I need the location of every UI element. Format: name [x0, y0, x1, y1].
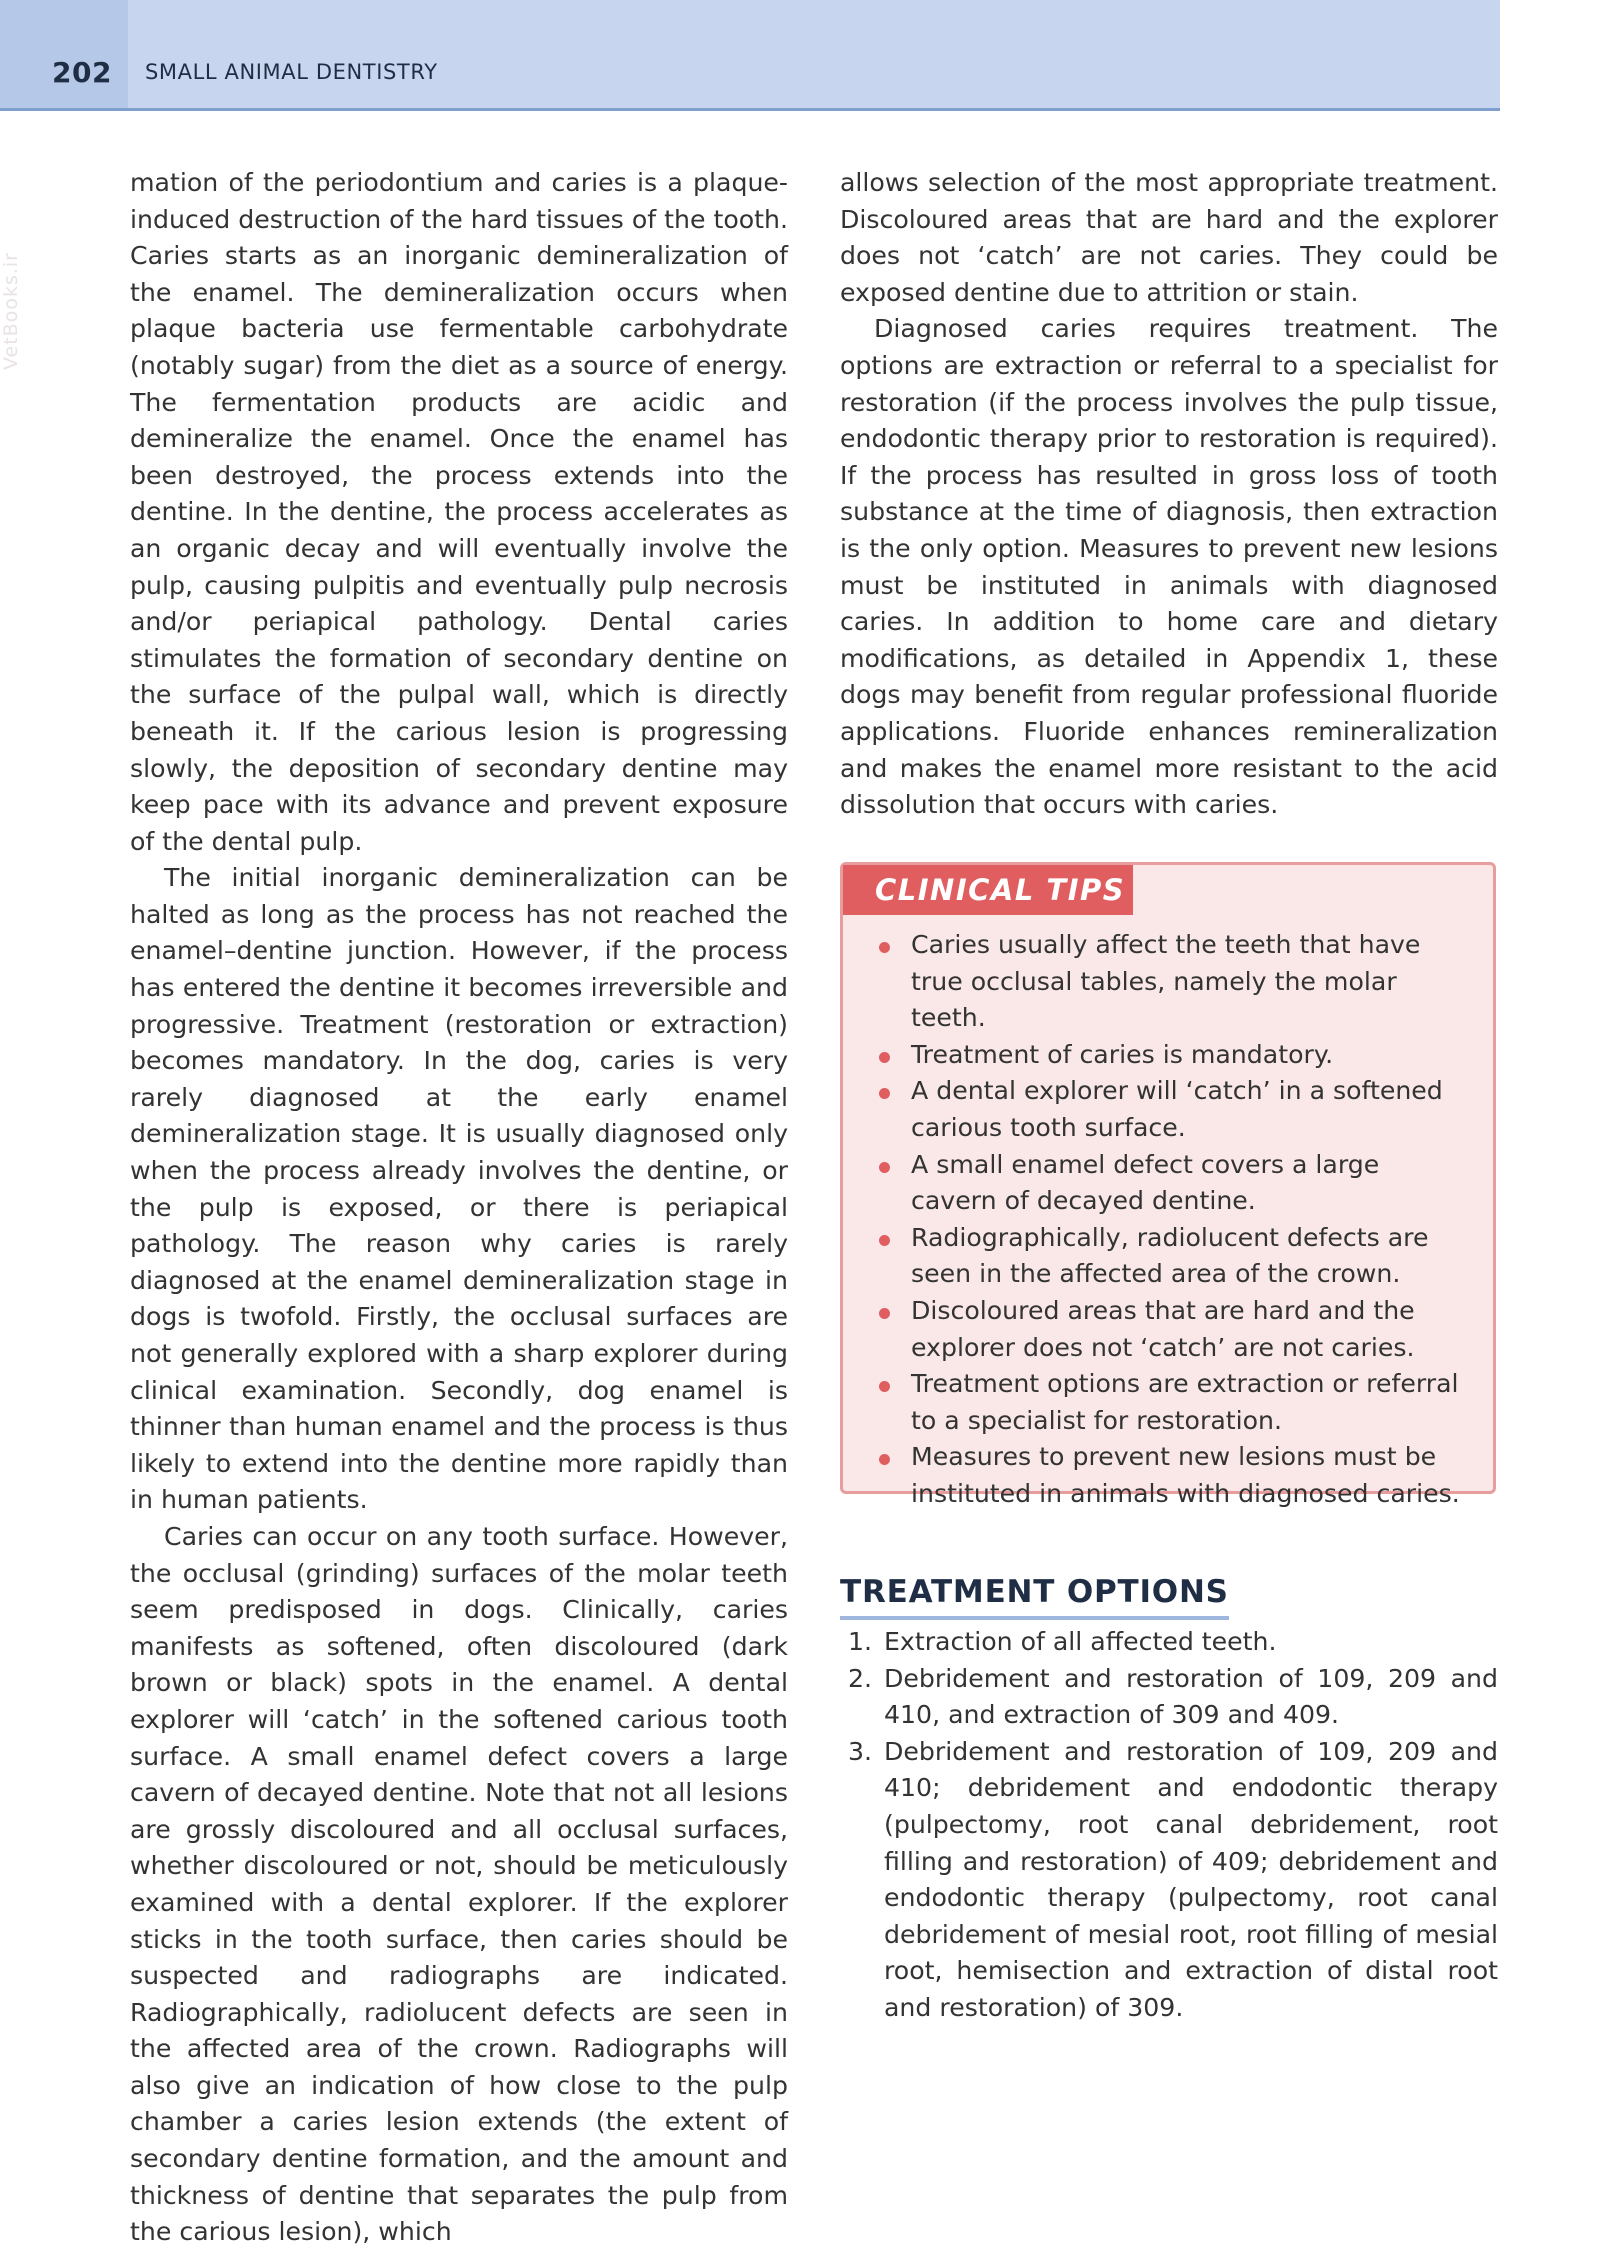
list-item — [843, 1037, 1471, 1074]
bullet-icon — [879, 1235, 890, 1246]
item-number: 3. — [848, 1736, 873, 1766]
list-item — [843, 1073, 1471, 1146]
list-item — [840, 1661, 1498, 1734]
paragraph: The initial inorganic demineralization can be halted as long as the process has not reached the enamel–dentine junction. However, if the process has entered the dentine it becomes irreversible and progressive. Treatment (restoration or extraction) becomes mandatory. In the dog, caries is very rarely diagnosed at the early enamel demineralization stage. It is usually diagnosed only when the process already involves the dentine, or the pulp is exposed, or there is periapical pathology. The reason why caries is rarely diagnosed at the enamel demineralization stage in dogs is twofold. Firstly, the occlusal surfaces are not generally explored with a sharp explorer during clinical examination. Secondly, dog enamel is thinner than human enamel and the process is thus likely to extend into the dentine more rapidly than in human patients. — [130, 863, 788, 1515]
running-head: SMALL ANIMAL DENTISTRY — [145, 60, 438, 84]
page-number-box — [0, 0, 128, 108]
list-item — [843, 1220, 1471, 1293]
item-number: 2. — [848, 1663, 873, 1693]
left-column — [130, 165, 788, 2251]
page-header — [0, 0, 1500, 111]
list-item — [843, 1147, 1471, 1220]
paragraph: mation of the periodontium and caries is a plaque-induced destruction of the hard tissues of the tooth. Caries starts as an inorganic demineralization of the enamel. The demineralization occurs when plaque bacteria use fermentable carbohydrate (notably sugar) from the diet as a source of energy. The fermentation products are acidic and demineralize the enamel. Once the enamel has been destroyed, the process extends into the dentine. In the dentine, the process accelerates as an organic decay and will eventually involve the pulp, causing pulpitis and eventually pulp necrosis and/or periapical pathology. Dental caries stimulates the formation of secondary dentine on the surface of the pulpal wall, which is directly beneath it. If the carious lesion is progressing slowly, the deposition of secondary dentine may keep pace with its advance and prevent exposure of the dental pulp. — [130, 168, 788, 856]
bullet-icon — [879, 1454, 890, 1465]
list-item — [843, 1293, 1471, 1366]
list-item — [840, 1624, 1498, 1661]
tip-text: Measures to prevent new lesions must be instituted in animals with diagnosed caries. — [911, 1442, 1460, 1508]
item-text: Debridement and restoration of 109, 209 and 410; debridement and endodontic therapy (pulpectomy, root canal debridement, root filling and restoration) of 409; debridement and endodontic therapy (pulpectomy, root canal debridement of mesial root, root filling of mesial root, hemisection and extraction of distal root and restoration) of 309. — [884, 1736, 1498, 2022]
paragraph: Caries can occur on any tooth surface. However, the occlusal (grinding) surfaces of the molar teeth seem predisposed in dogs. Clinically, caries manifests as softened, often discoloured (dark brown or black) spots in the enamel. A dental explorer will ‘catch’ in the softened carious tooth surface. A small enamel defect covers a large cavern of decayed dentine. Note that not all lesions are grossly discoloured and all occlusal surfaces, whether discoloured or not, should be meticulously examined with a dental explorer. If the explorer sticks in the tooth surface, then caries should be suspected and radiographs are indicated. Radiographically, radiolucent defects are seen in the affected area of the crown. Radiographs will also give an indication of how close to the pulp chamber a caries lesion extends (the extent of secondary dentine formation, and the amount and thickness of dentine that separates the pulp from the carious lesion), which — [130, 1521, 788, 2247]
item-text: Debridement and restoration of 109, 209 and 410, and extraction of 309 and 409. — [884, 1663, 1498, 1730]
list-item — [843, 927, 1471, 1037]
item-number: 1. — [848, 1627, 873, 1656]
right-column — [840, 165, 1498, 824]
tip-text: A small enamel defect covers a large cavern of decayed dentine. — [911, 1149, 1380, 1216]
clinical-tips-list — [843, 927, 1471, 1513]
list-item — [843, 1439, 1471, 1512]
item-text: Extraction of all affected teeth. — [884, 1627, 1277, 1656]
tip-text: Treatment options are extraction or referral to a specialist for restoration. — [911, 1369, 1459, 1435]
bullet-icon — [879, 1308, 890, 1319]
treatment-options-heading: TREATMENT OPTIONS — [840, 1572, 1229, 1620]
treatment-options-list — [840, 1624, 1498, 2027]
bullet-icon — [879, 1052, 890, 1063]
tip-text: Treatment of caries is mandatory. — [911, 1039, 1334, 1069]
tip-text: A dental explorer will ‘catch’ in a softened carious tooth surface. — [911, 1076, 1443, 1142]
tip-text: Caries usually affect the teeth that have true occlusal tables, namely the molar teeth. — [911, 930, 1421, 1033]
paragraph: allows selection of the most appropriate treatment. Discoloured areas that are hard and the explorer does not ‘catch’ are not caries. They could be exposed dentine due to attrition or stain. — [840, 168, 1498, 307]
paragraph: Diagnosed caries requires treatment. The options are extraction or referral to a specialist for restoration (if the process involves the pulp tissue, endodontic therapy prior to restoration is required). If the process has resulted in gross loss of tooth substance at the time of diagnosis, then extraction is the only option. Measures to prevent new lesions must be instituted in animals with diagnosed caries. In addition to home care and dietary modifications, as detailed in Appendix 1, these dogs may benefit from regular professional fluoride applications. Fluoride enhances remineralization and makes the enamel more resistant to the acid dissolution that occurs with caries. — [840, 314, 1498, 820]
tip-text: Discoloured areas that are hard and the explorer does not ‘catch’ are not caries. — [911, 1295, 1415, 1362]
list-item — [840, 1734, 1498, 2027]
watermark: VetBooks.ir — [0, 252, 22, 370]
clinical-tips-title: CLINICAL TIPS — [843, 865, 1133, 915]
page-number: 202 — [52, 56, 112, 89]
bullet-icon — [879, 1381, 890, 1392]
bullet-icon — [879, 942, 890, 953]
tip-text: Radiographically, radiolucent defects are seen in the affected area of the crown. — [911, 1222, 1429, 1289]
list-item — [843, 1366, 1471, 1439]
clinical-tips-box — [840, 862, 1496, 1508]
bullet-icon — [879, 1162, 890, 1173]
bullet-icon — [879, 1088, 890, 1099]
